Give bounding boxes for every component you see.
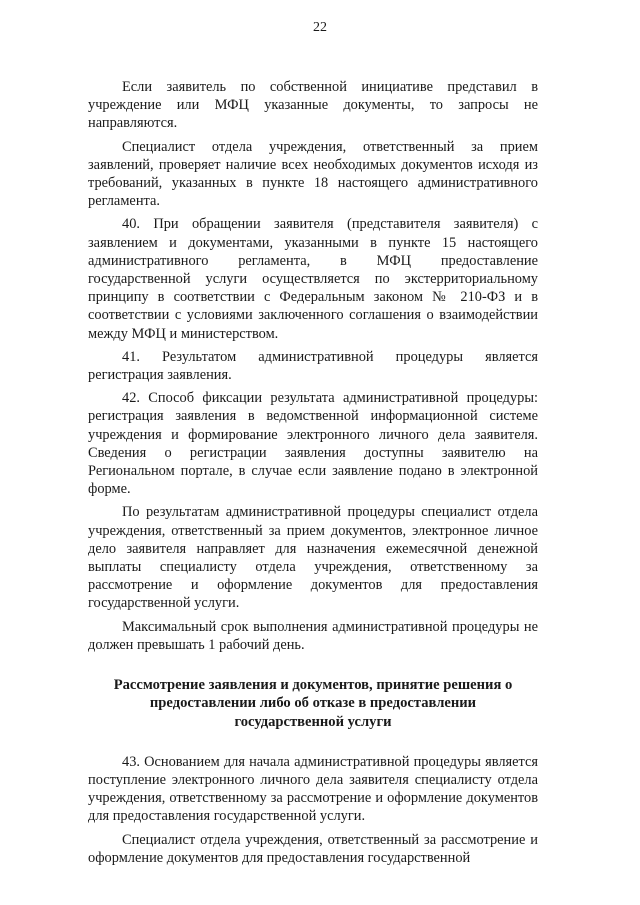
paragraph: Специалист отдела учреждения, ответственный за прием заявлений, проверяет наличие всех необходимых документов исходя из требований, указанных в пункте 18 настоящего административного регламента. [88, 138, 538, 210]
paragraph: 42. Способ фиксации результата административной процедуры: регистрация заявления в ведомственной информационной системе учреждения и формирование электронного личного дела заявителя. Сведения о регистрации заявления доступны заявителю на Региональном портале, в случае если заявление подано в электронной форме. [88, 390, 538, 498]
section-heading: Рассмотрение заявления и документов, принятие решения о предоставлении либо об отказе в предоставлении государственной услуги [113, 677, 513, 730]
document-body [88, 78, 538, 872]
page-number: 22 [313, 20, 327, 35]
paragraph: Максимальный срок выполнения административной процедуры не должен превышать 1 рабочий день. [88, 618, 538, 653]
paragraph: Если заявитель по собственной инициативе представил в учреждение или МФЦ указанные документы, то запросы не направляются. [88, 79, 538, 132]
paragraph: 40. При обращении заявителя (представителя заявителя) с заявлением и документами, указанными в пункте 15 настоящего административного регламента, в МФЦ предоставление государственной услуги осуществляется по экстерриториальному принципу в соответствии с Федеральным законом № 210-ФЗ и в соответствии с условиями заключенного соглашения о взаимодействии между МФЦ и министерством. [88, 216, 538, 342]
paragraph: 41. Результатом административной процедуры является регистрация заявления. [88, 348, 538, 384]
paragraph: По результатам административной процедуры специалист отдела учреждения, ответственный за прием документов, электронное личное дело заявителя направляет для назначения ежемесячной денежной выплаты специалисту отдела учреждения, ответственному за рассмотрение и оформление документов для предоставления государственной услуги. [88, 504, 538, 612]
paragraph: 43. Основанием для начала административной процедуры является поступление электронного личного дела заявителя специалисту отдела учреждения, ответственному за рассмотрение и оформление документов для предоставления государственной услуги. [88, 753, 538, 825]
paragraph: Специалист отдела учреждения, ответственный за рассмотрение и оформление документов для предоставления государственной [88, 831, 538, 866]
